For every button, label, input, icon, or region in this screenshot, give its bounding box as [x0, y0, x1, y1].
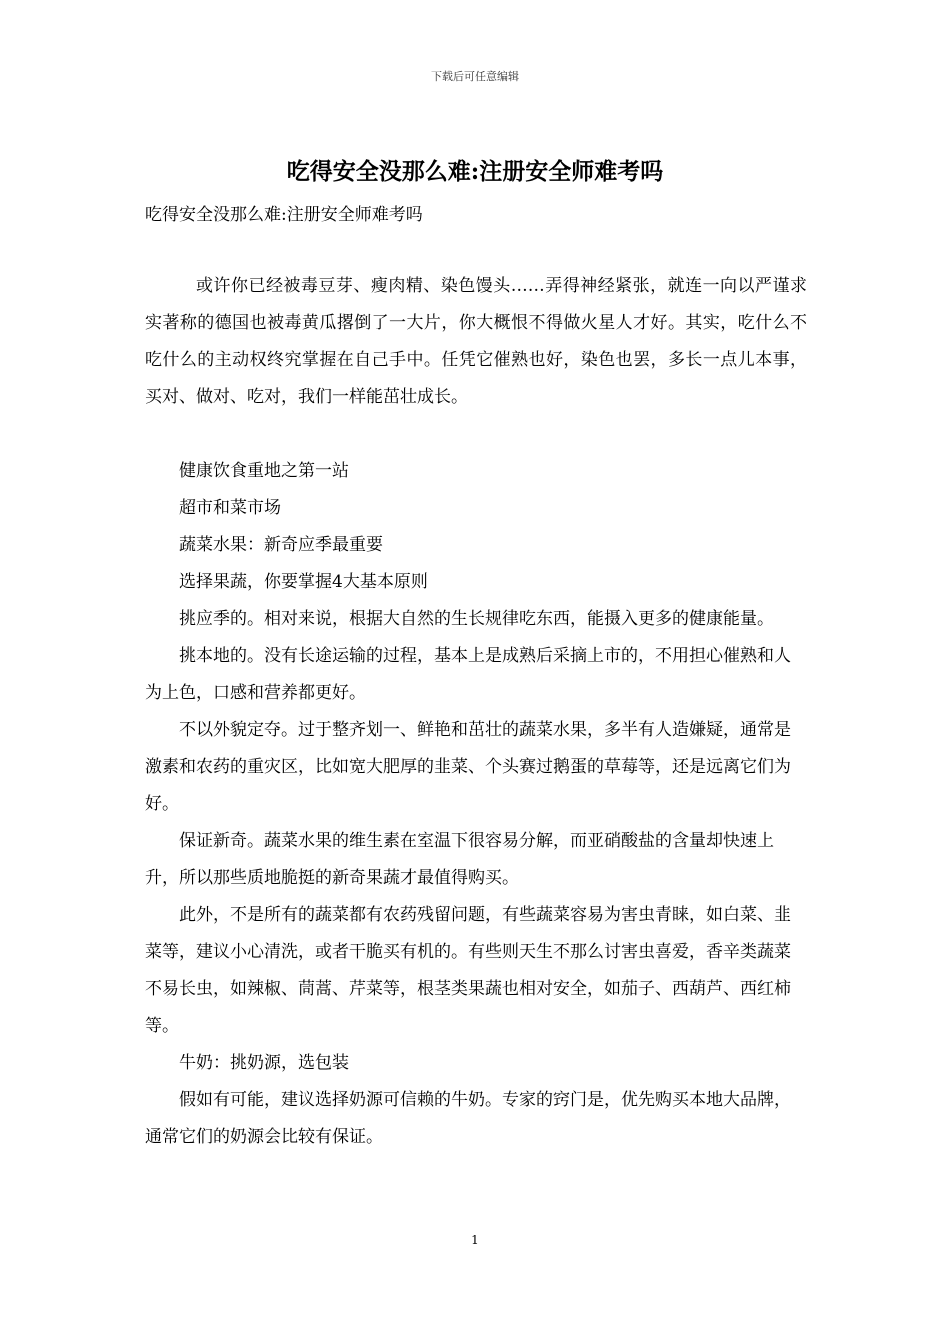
paragraph-spacer [145, 416, 807, 453]
page-number: 1 [471, 1233, 479, 1247]
body-paragraph: 挑应季的。相对来说，根据大自然的生长规律吃东西，能摄入更多的健康能量。 [179, 609, 774, 629]
document-title: 吃得安全没那么难:注册安全师难考吗 [286, 158, 664, 185]
document-subtitle: 吃得安全没那么难:注册安全师难考吗 [145, 205, 423, 225]
section-heading-first-stop: 健康饮食重地之第一站 [179, 461, 349, 481]
document-body [145, 268, 807, 1156]
body-paragraph: 假如有可能，建议选择奶源可信赖的牛奶。专家的窍门是，优先购买本地大品牌，通常它们的奶源会比较有保证。 [145, 1090, 791, 1147]
section-heading-vegetables: 蔬菜水果：新奇应季最重要 [179, 535, 383, 555]
body-paragraph: 挑本地的。没有长途运输的过程，基本上是成熟后采摘上市的，不用担心催熟和人为上色，口感和营养都更好。 [145, 646, 791, 703]
body-paragraph: 保证新奇。蔬菜水果的维生素在室温下很容易分解，而亚硝酸盐的含量却快速上升，所以那些质地脆挺的新奇果蔬才最值得购买。 [145, 831, 774, 888]
section-heading-markets: 超市和菜市场 [179, 498, 281, 518]
section-heading-milk: 牛奶：挑奶源，选包装 [179, 1053, 349, 1073]
intro-paragraph: 或许你已经被毒豆芽、瘦肉精、染色馒头……弄得神经紧张，就连一向以严谨求实著称的德国也被毒黄瓜撂倒了一大片，你大概恨不得做火星人才好。其实，吃什么不吃什么的主动权终究掌握在自己手中。任凭它催熟也好，染色也罢，多长一点儿本事，买对、做对、吃对，我们一样能茁壮成长。 [145, 276, 807, 407]
page-header-note: 下载后可任意编辑 [431, 70, 519, 83]
section-heading-principles: 选择果蔬，你要掌握4大基本原则 [179, 572, 428, 592]
body-paragraph: 此外，不是所有的蔬菜都有农药残留问题，有些蔬菜容易为害虫青睐，如白菜、韭菜等，建议小心清洗，或者干脆买有机的。有些则天生不那么讨害虫喜爱，香辛类蔬菜不易长虫，如辣椒、茼蒿、芹菜等，根茎类果蔬也相对安全，如茄子、西葫芦、西红柿等。 [145, 905, 791, 1036]
body-paragraph: 不以外貌定夺。过于整齐划一、鲜艳和茁壮的蔬菜水果，多半有人造嫌疑，通常是激素和农药的重灾区，比如宽大肥厚的韭菜、个头赛过鹅蛋的草莓等，还是远离它们为好。 [145, 720, 791, 814]
